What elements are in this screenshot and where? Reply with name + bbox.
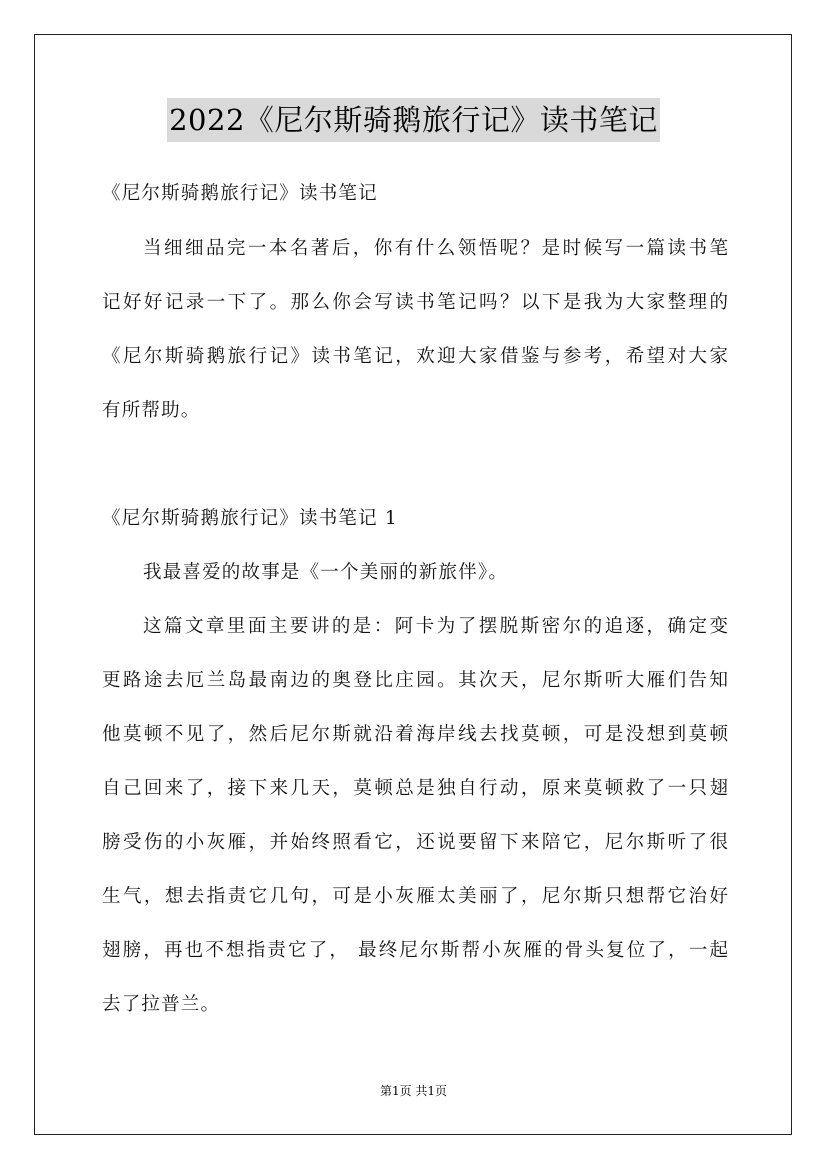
page-footer	[0, 1083, 827, 1099]
intro-line: 记好好记录一下了。那么你会写读书笔记吗？以下是我为大家整理的	[102, 292, 728, 313]
body-line: 更路途去厄兰岛最南边的奥登比庄园。其次天，尼尔斯听大雁们告知	[102, 670, 728, 691]
intro-line: 《尼尔斯骑鹅旅行记》读书笔记，欢迎大家借鉴与参考，希望对大家	[102, 346, 728, 367]
body-line: 生气，想去指责它几句，可是小灰雁太美丽了，尼尔斯只想帮它治好	[102, 886, 728, 907]
intro-line: 有所帮助。	[102, 400, 201, 421]
intro-line: 当细细品完一本名著后，你有什么领悟呢？是时候写一篇读书笔	[143, 238, 728, 259]
section-heading: 《尼尔斯骑鹅旅行记》读书笔记 1	[102, 508, 398, 529]
body-line: 去了拉普兰。	[102, 994, 221, 1015]
body-line: 自己回来了，接下来几天，莫顿总是独自行动，原来莫顿救了一只翅	[102, 778, 728, 799]
document-title: 2022《尼尔斯骑鹅旅行记》读书笔记	[167, 98, 660, 142]
body-line: 翅膀，再也不想指责它了， 最终尼尔斯帮小灰雁的骨头复位了，一起	[102, 940, 728, 961]
section-first-line: 我最喜爱的故事是《一个美丽的新旅伴》。	[143, 562, 509, 583]
body-line: 膀受伤的小灰雁，并始终照看它，还说要留下来陪它，尼尔斯听了很	[102, 832, 728, 853]
subtitle: 《尼尔斯骑鹅旅行记》读书笔记	[102, 183, 378, 204]
page-number: 第1页 共1页	[379, 1084, 448, 1098]
title-container	[0, 98, 827, 142]
body-line: 这篇文章里面主要讲的是：阿卡为了摆脱斯密尔的追逐，确定变	[143, 616, 728, 637]
body-line: 他莫顿不见了，然后尼尔斯就沿着海岸线去找莫顿，可是没想到莫顿	[102, 724, 728, 745]
